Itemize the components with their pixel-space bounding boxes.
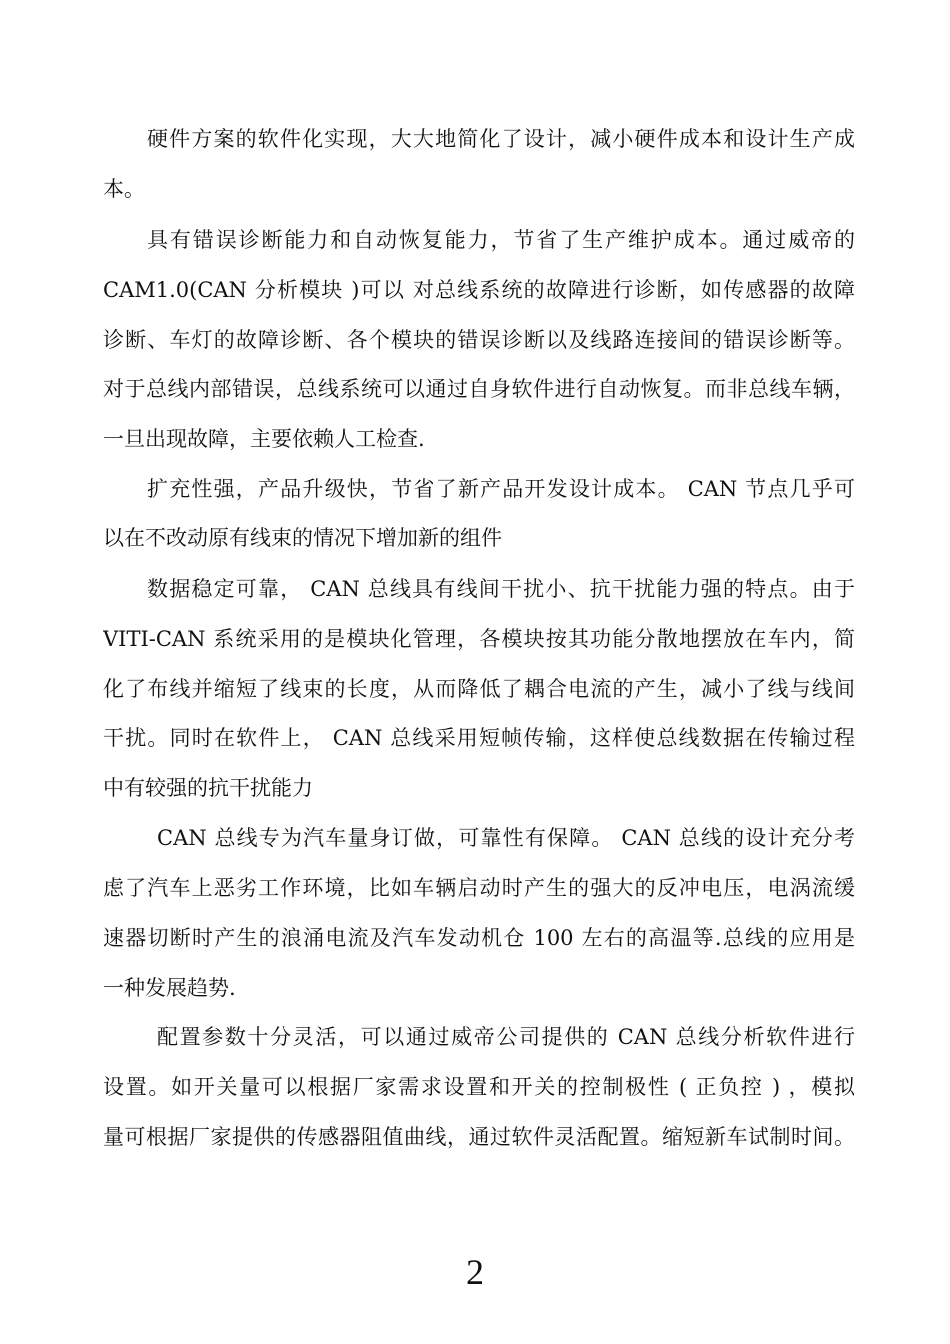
text-line: 数据稳定可靠， CAN 总线具有线间干扰小、抗干扰能力强的特点。由于 [147,577,855,601]
text-line: 量可根据厂家提供的传感器阻值曲线，通过软件灵活配置。缩短新车试制时间。 [103,1125,855,1149]
text-line: 以在不改动原有线束的情况下增加新的组件 [103,526,502,550]
text-line: 一旦出现故障，主要依赖人工检查. [103,427,425,451]
text-line: CAM1.0(CAN 分析模块 )可以 对总线系统的故障进行诊断，如传感器的故障 [103,278,855,302]
text-line: 本。 [103,177,145,201]
text-line: 中有较强的抗干扰能力 [103,776,313,800]
text-line: 干扰。同时在软件上， CAN 总线采用短帧传输，这样使总线数据在传输过程 [103,726,855,750]
text-line: 化了布线并缩短了线束的长度，从而降低了耦合电流的产生，减小了线与线间 [103,677,855,701]
page-number: 2 [466,1252,484,1292]
text-line: 诊断、车灯的故障诊断、各个模块的错误诊断以及线路连接间的错误诊断等。 [103,328,855,352]
text-line: 扩充性强，产品升级快，节省了新产品开发设计成本。 CAN 节点几乎可 [147,477,855,501]
text-line: 对于总线内部错误，总线系统可以通过自身软件进行自动恢复。而非总线车辆， [103,377,855,401]
text-line: CAN 总线专为汽车量身订做，可靠性有保障。 CAN 总线的设计充分考 [157,826,855,850]
text-line: 速器切断时产生的浪涌电流及汽车发动机仓 100 左右的高温等.总线的应用是 [103,926,855,950]
text-line: VITI-CAN 系统采用的是模块化管理，各模块按其功能分散地摆放在车内，简 [103,627,855,651]
text-line: 虑了汽车上恶劣工作环境，比如车辆启动时产生的强大的反冲电压，电涡流缓 [103,876,855,900]
text-line: 硬件方案的软件化实现，大大地简化了设计，减小硬件成本和设计生产成 [147,127,855,151]
text-line: 具有错误诊断能力和自动恢复能力，节省了生产维护成本。通过威帝的 [147,228,855,252]
text-line: 配置参数十分灵活，可以通过威帝公司提供的 CAN 总线分析软件进行 [157,1025,855,1049]
text-line: 一种发展趋势. [103,976,236,1000]
text-line: 设置。如开关量可以根据厂家需求设置和开关的控制极性 ( 正负控 ) ，模拟 [103,1075,855,1099]
